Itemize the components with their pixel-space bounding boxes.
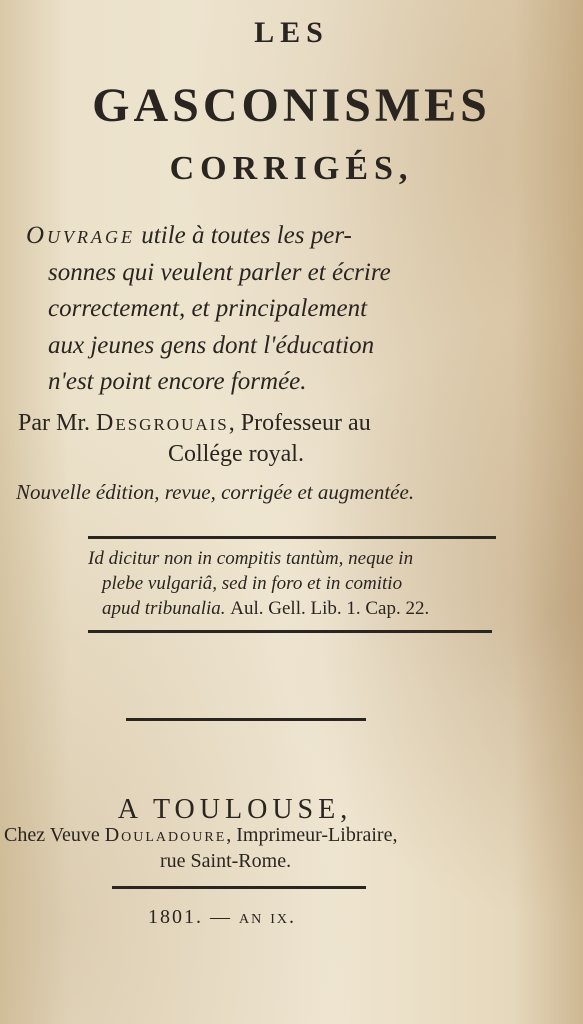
description-line1: utile à toutes les per-: [135, 222, 352, 249]
imprint-chez: Chez Veuve: [4, 824, 105, 846]
title-corriges: CORRIGÉS,: [169, 150, 414, 187]
imprint-printer: [4, 822, 504, 874]
imprint-date: [148, 906, 296, 929]
description-line4: aux jeunes gens dont l'éducation: [48, 331, 375, 359]
edition-statement: Nouvelle édition, revue, corrigée et augmentée.: [16, 480, 415, 504]
author-line2: Collége royal.: [168, 441, 304, 467]
epigraph-line3: apud tribunalia.: [102, 598, 231, 619]
description: [26, 218, 508, 401]
description-line3: correctement, et principalement: [48, 295, 368, 322]
rule-bottom-epigraph: [88, 630, 492, 633]
epigraph-line1: Id dicitur non in compitis tantùm, neque in: [88, 548, 414, 569]
epigraph-reference: Aul. Gell. Lib. 1. Cap. 22.: [230, 598, 430, 619]
imprint-street: rue Saint-Rome.: [160, 850, 292, 872]
description-line2: sonnes qui veulent parler et écrire: [48, 258, 391, 286]
title-gasconismes: GASCONISMES: [92, 79, 491, 132]
imprint-city: A TOULOUSE,: [117, 794, 353, 825]
epigraph-line2: plebe vulgariâ, sed in foro et in comitio: [102, 573, 403, 594]
description-line5: n'est point encore formée.: [48, 368, 307, 395]
rule-separator: [126, 718, 366, 721]
description-ouvrage: Ouvrage: [26, 222, 136, 249]
author-name: Desgrouais: [96, 410, 229, 436]
imprint-year: 1801. —: [148, 906, 239, 928]
author-suffix: , Professeur au: [228, 410, 371, 436]
author-prefix: Par Mr.: [18, 410, 96, 436]
imprint-an: an ix.: [239, 906, 296, 928]
imprint-printer-role: , Imprimeur-Libraire,: [226, 824, 398, 846]
rule-top-epigraph: [88, 536, 496, 539]
imprint-printer-name: Douladoure: [104, 824, 227, 846]
author: [18, 408, 508, 470]
epigraph: [88, 546, 500, 621]
rule-imprint: [112, 886, 366, 889]
title-les: LES: [254, 16, 329, 49]
